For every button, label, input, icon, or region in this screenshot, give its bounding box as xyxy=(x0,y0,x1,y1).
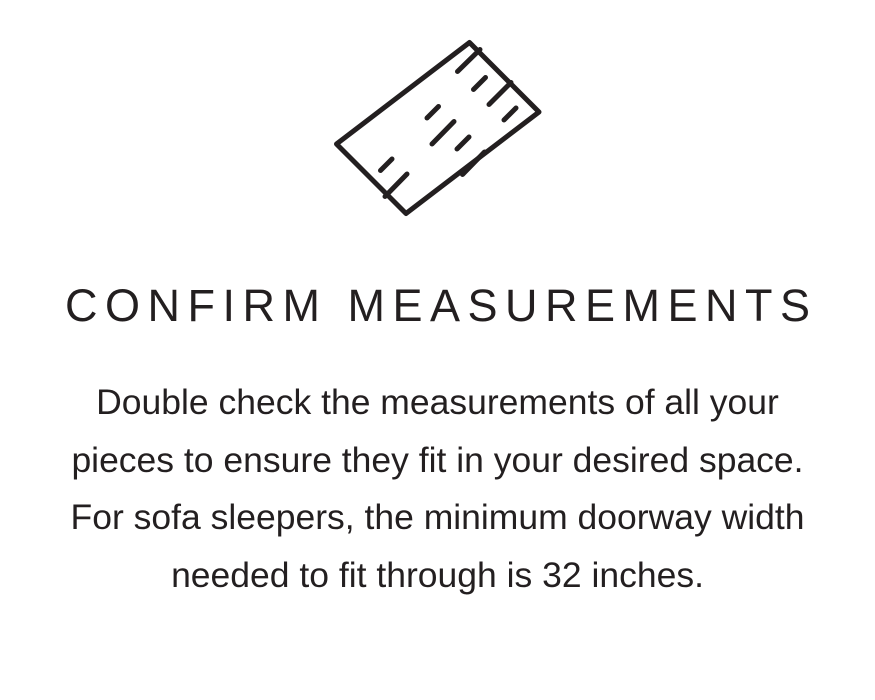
body-text: Double check the measurements of all your pieces to ensure they fit in your desired space. For sofa sleepers, the minimum doorway width needed to fit through is 32 inches. xyxy=(70,382,805,595)
page-title: CONFIRM MEASUREMENTS xyxy=(64,280,818,331)
icon-container xyxy=(328,26,548,231)
ruler-icon xyxy=(328,34,548,224)
